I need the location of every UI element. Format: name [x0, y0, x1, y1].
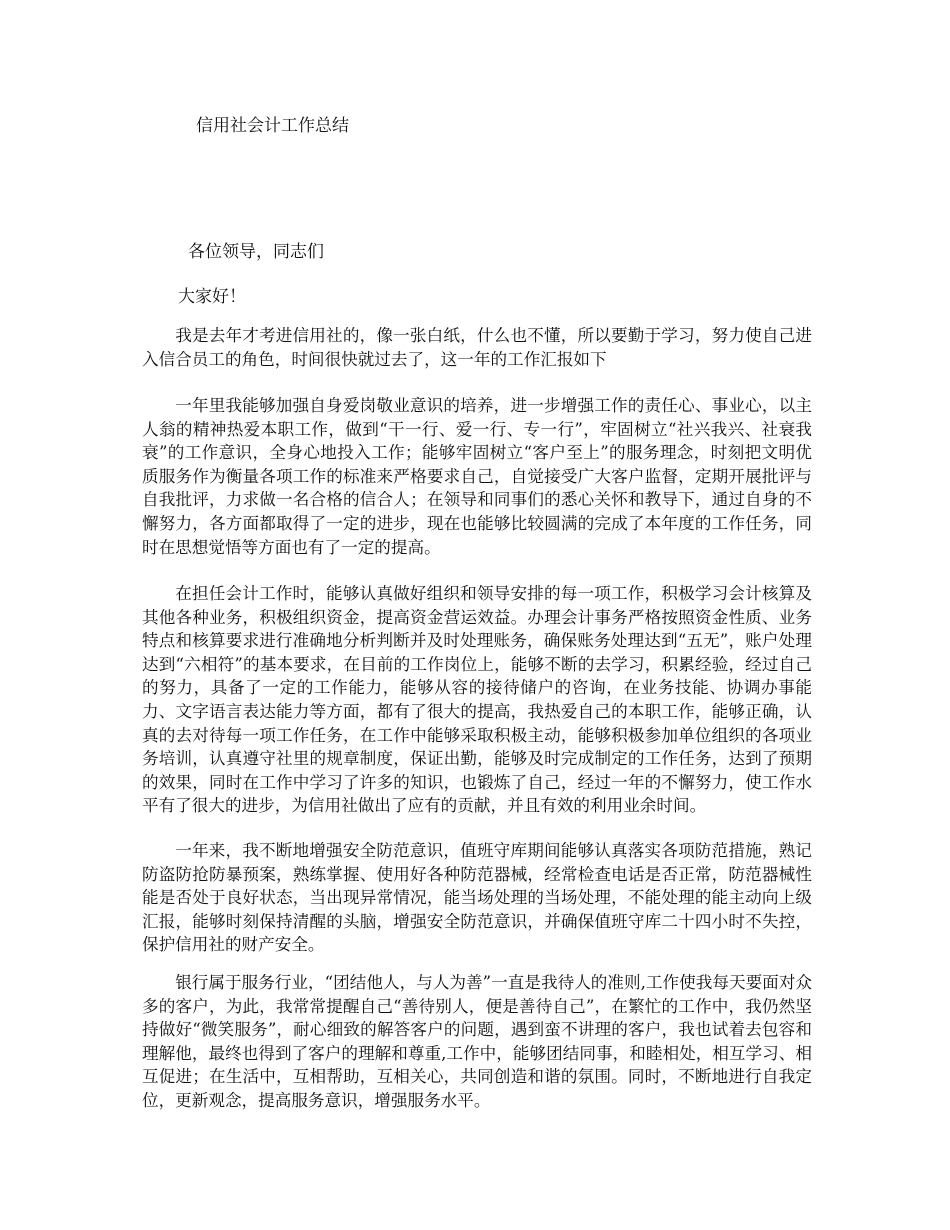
paragraph-accounting-work: 在担任会计工作时，能够认真做好组织和领导安排的每一项工作，积极学习会计核算及其他各种业务，积极组织资金，提高资金营运效益。办理会计事务严格按照资金性质、业务特点和核算要求进行准确地分析判断并及时处理账务，确保账务处理达到“五无”，账户处理达到“六相符”的基本要求，在目前的工作岗位上，能够不断的去学习，积累经验，经过自己的努力，具备了一定的工作能力，能够从容的接待储户的咨询，在业务技能、协调办事能力、文字语言表达能力等方面，都有了很大的提高，我热爱自己的本职工作，能够正确，认真的去对待每一项工作任务，在工作中能够采取积极主动，能够积极参加单位组织的各项业务培训，认真遵守社里的规章制度，保证出勤，能够及时完成制定的工作任务，达到了预期的效果，同时在工作中学习了许多的知识，也锻炼了自己，经过一年的不懈努力，使工作水平有了很大的进步，为信用社做出了应有的贡献，并且有效的利用业余时间。: [142, 584, 812, 816]
paragraph-security: 一年来，我不断地增强安全防范意识，值班守库期间能够认真落实各项防范措施，熟记防盗防抢防暴预案，熟练掌握、使用好各种防范器械，经常检查电话是否正常，防范器械性能是否处于良好状态，当出现异常情况，能当场处理的当场处理，不能处理的能主动向上级汇报，能够时刻保持清醒的头脑，增强安全防范意识，并确保值班守库二十四小时不失控，保护信用社的财产安全。: [142, 841, 812, 955]
document-title: 信用社会计工作总结: [196, 116, 349, 136]
greeting-line: 大家好！: [178, 287, 246, 307]
paragraph-service: 银行属于服务行业，“团结他人，与人为善”一直是我待人的准则,工作使我每天要面对众多的客户，为此，我常常提醒自己“善待别人，便是善待自己”，在繁忙的工作中，我仍然坚持做好“微笑服务”，耐心细致的解答客户的问题，遇到蛮不讲理的客户，我也试着去包容和理解他，最终也得到了客户的理解和尊重,工作中，能够团结同事，和睦相处，相互学习、相互促进；在生活中，互相帮助，互相关心，共同创造和谐的氛围。同时，不断地进行自我定位，更新观念，提高服务意识，增强服务水平。: [142, 973, 812, 1110]
paragraph-intro: 我是去年才考进信用社的，像一张白纸，什么也不懂，所以要勤于学习，努力使自己进入信合员工的角色，时间很快就过去了，这一年的工作汇报如下: [142, 326, 812, 369]
paragraph-work-attitude: 一年里我能够加强自身爱岗敬业意识的培养，进一步增强工作的责任心、事业心，以主人翁的精神热爱本职工作，做到“干一行、爱一行、专一行”，牢固树立“社兴我兴、社衰我衰”的工作意识，全身心地投入工作；能够牢固树立“客户至上”的服务理念，时刻把文明优质服务作为衡量各项工作的标准来严格要求自己，自觉接受广大客户监督，定期开展批评与自我批评，力求做一名合格的信合人；在领导和同事们的悉心关怀和教导下，通过自身的不懈努力，各方面都取得了一定的进步，现在也能够比较圆满的完成了本年度的工作任务，同时在思想觉悟等方面也有了一定的提高。: [142, 396, 812, 557]
salutation-line: 各位领导，同志们: [188, 242, 324, 262]
